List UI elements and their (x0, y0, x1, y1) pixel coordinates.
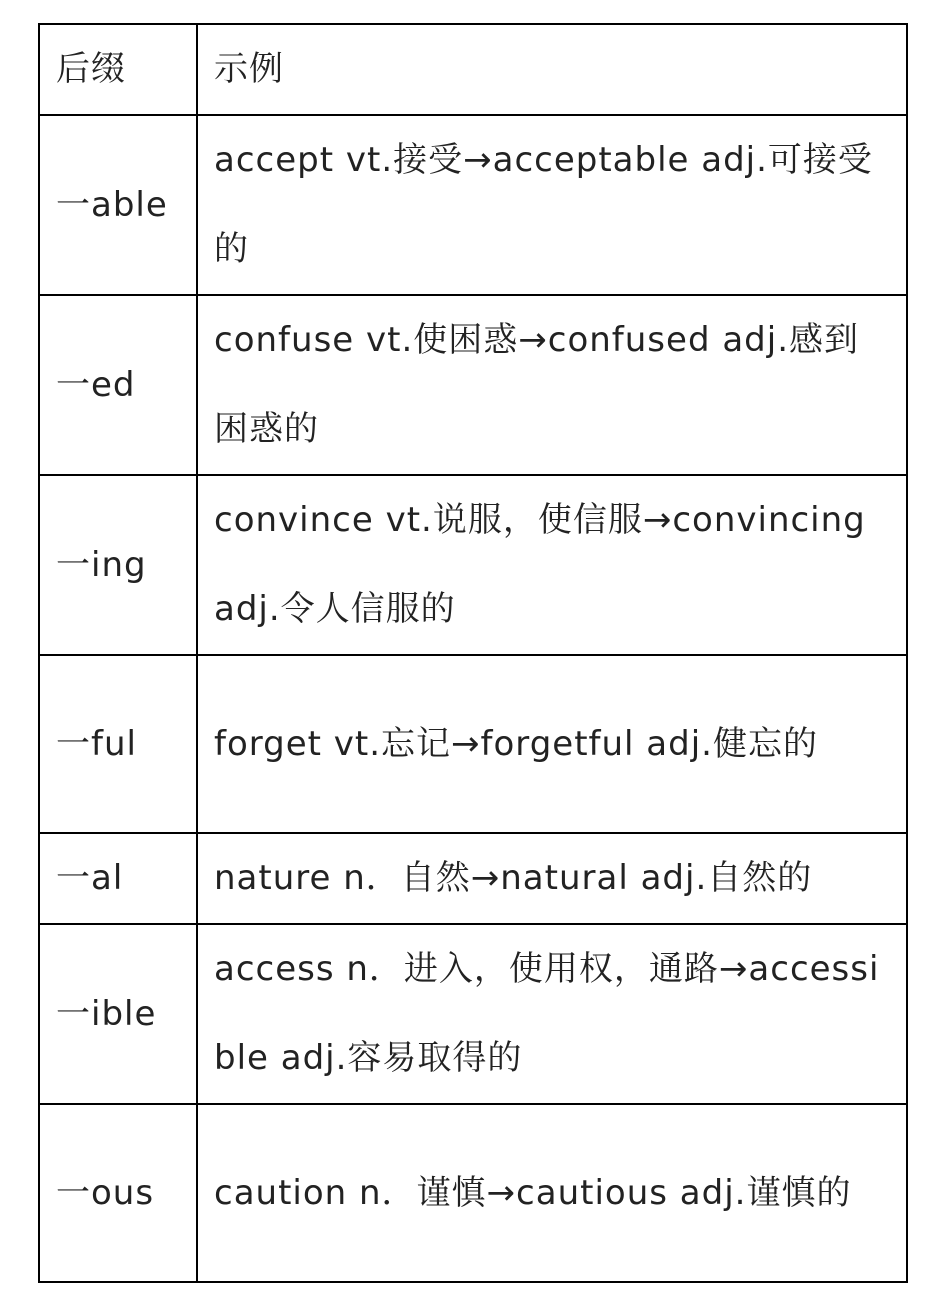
table-row (39, 833, 907, 924)
example-cell: nature n．自然→natural adj.自然的 (197, 833, 907, 924)
table-row (39, 924, 907, 1104)
suffix-cell: 一ed (39, 295, 197, 475)
suffix-cell: 一able (39, 115, 197, 295)
suffix-table (38, 23, 908, 1283)
example-cell: access n．进入，使用权，通路→accessible adj.容易取得的 (197, 924, 907, 1104)
table-header-row (39, 24, 907, 115)
table-row (39, 1104, 907, 1282)
example-cell: accept vt.接受→acceptable adj.可接受的 (197, 115, 907, 295)
header-example: 示例 (197, 24, 907, 115)
example-cell: convince vt.说服，使信服→convincing adj.令人信服的 (197, 475, 907, 655)
suffix-cell: 一al (39, 833, 197, 924)
example-cell: caution n．谨慎→cautious adj.谨慎的 (197, 1104, 907, 1282)
table-row (39, 655, 907, 833)
example-cell: confuse vt.使困惑→confused adj.感到困惑的 (197, 295, 907, 475)
suffix-cell: 一ful (39, 655, 197, 833)
table-row (39, 475, 907, 655)
table-row (39, 295, 907, 475)
suffix-cell: 一ible (39, 924, 197, 1104)
suffix-cell: 一ing (39, 475, 197, 655)
suffix-cell: 一ous (39, 1104, 197, 1282)
header-suffix: 后缀 (39, 24, 197, 115)
example-cell: forget vt.忘记→forgetful adj.健忘的 (197, 655, 907, 833)
table-row (39, 115, 907, 295)
